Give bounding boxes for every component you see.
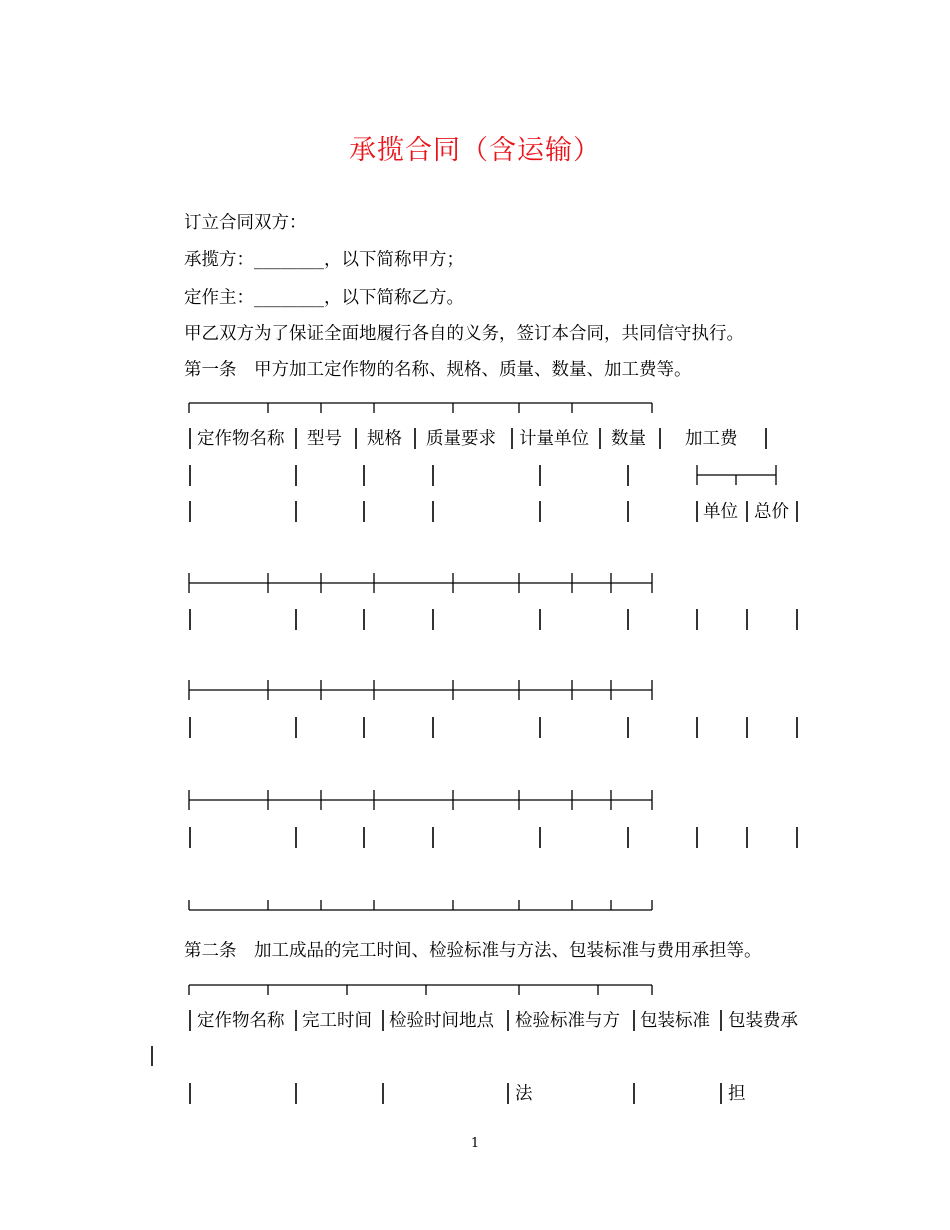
table2-continuation-row [190,1083,746,1104]
table2-wrapped-text-bear: 担 [728,1084,746,1104]
table2-header-packaging-cost: 包装费承 [728,1011,798,1031]
table1-header-name: 定作物名称 [197,429,285,449]
table2-header-inspection-place: 检验时间地点 [389,1011,494,1031]
party-a-line: 承揽方：________，以下简称甲方； [184,250,464,270]
table2-header-inspection-standard: 检验标准与方 [515,1011,620,1031]
table1-header-model: 型号 [307,429,342,449]
table1-header-spec: 规格 [367,429,402,449]
table1-row-divider [189,680,652,700]
table2-header-packaging: 包装标准 [640,1011,710,1031]
table2-wrapped-text-method: 法 [515,1084,533,1104]
parties-intro: 订立合同双方： [184,213,307,233]
table1-subheader-unit-price: 单位 [703,502,738,522]
table1-subheader-row [190,501,797,522]
article-1-heading: 第一条 甲方加工定作物的名称、规格、质量、数量、加工费等。 [184,360,692,380]
table2-header-row [190,1010,798,1031]
table1-header-quality: 质量要求 [426,429,496,449]
table1-data-row [190,717,797,738]
table1-header-row [190,428,766,449]
table2-top-border [189,985,652,995]
table2-header-name: 定作物名称 [197,1011,285,1031]
article-2-heading: 第二条 加工成品的完工时间、检验标准与方法、包装标准与费用承担等。 [184,941,762,961]
table2-header-completion: 完工时间 [302,1011,372,1031]
table1-row-divider [189,573,652,593]
table1-subheader-total: 总价 [754,502,789,522]
table1-header-quantity: 数量 [611,429,646,449]
table1-data-row [190,609,797,630]
party-b-line: 定作主：________，以下简称乙方。 [184,288,464,308]
agreement-statement: 甲乙双方为了保证全面地履行各自的义务，签订本合同，共同信守执行。 [184,324,744,344]
document-title: 承揽合同（含运输） [349,135,601,166]
table1-header-unit: 计量单位 [519,429,589,449]
table1-spacer-row [190,465,628,486]
table1-bottom-border [189,900,652,910]
table1-header-fee: 加工费 [685,429,738,449]
table1-top-border [189,403,652,413]
table1-fee-split-rule [697,465,776,485]
table1-row-divider [189,790,652,810]
page-number: 1 [470,1136,480,1151]
table1-data-row [190,827,797,848]
